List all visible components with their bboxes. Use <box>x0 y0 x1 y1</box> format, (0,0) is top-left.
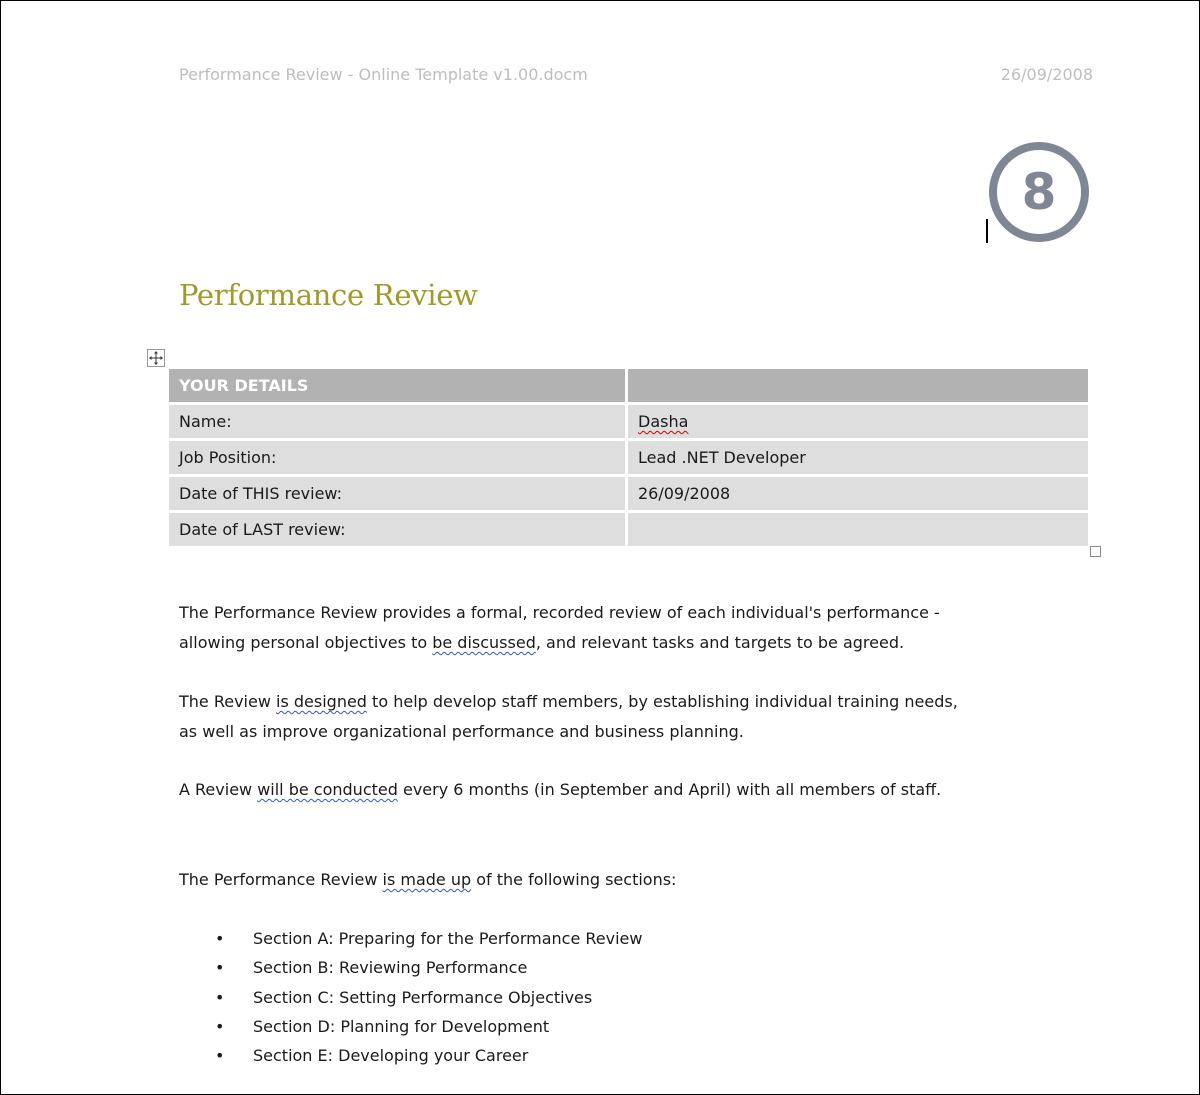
grammar-flag[interactable]: is made up <box>382 870 472 889</box>
sections-list <box>179 924 642 1070</box>
intro-paragraph <box>179 598 959 658</box>
bullet-icon: • <box>215 1016 225 1036</box>
last-review-date-label: Date of LAST review: <box>169 513 628 546</box>
sections-intro-paragraph <box>179 865 959 895</box>
logo-number: 8 <box>1021 163 1057 221</box>
paragraph-text: to help develop staff members, by establishing individual training needs, as well as improve organizational performance and business planning. <box>179 692 958 741</box>
list-item <box>179 983 642 1012</box>
schedule-paragraph <box>179 775 959 805</box>
section-label: Section B: Reviewing Performance <box>253 958 528 978</box>
details-heading: YOUR DETAILS <box>169 369 628 405</box>
section-label: Section C: Setting Performance Objectives <box>253 987 593 1007</box>
logo-number-badge-icon <box>988 141 1090 243</box>
name-value-cell[interactable] <box>628 405 1088 441</box>
table-row <box>169 477 1088 513</box>
bullet-icon: • <box>215 1046 225 1066</box>
header-date: 26/09/2008 <box>1000 65 1093 84</box>
list-item <box>179 953 642 982</box>
grammar-flag[interactable]: be discussed <box>432 633 536 652</box>
job-position-value[interactable]: Lead .NET Developer <box>628 441 1088 477</box>
paragraph-text: , and relevant tasks and targets to be agreed. <box>535 633 905 652</box>
job-position-label: Job Position: <box>169 441 628 477</box>
table-row <box>169 405 1088 441</box>
table-header-row <box>169 369 1088 405</box>
last-review-date-value[interactable] <box>628 513 1088 546</box>
paragraph-text: The Review <box>179 692 277 711</box>
paragraph-text: every 6 months (in September and April) with all members of staff. <box>397 780 942 799</box>
table-move-handle-icon[interactable] <box>147 349 165 367</box>
paragraph-text: of the following sections: <box>471 870 677 889</box>
your-details-table <box>169 369 1088 546</box>
purpose-paragraph <box>179 687 959 747</box>
paragraph-text: A Review <box>179 780 258 799</box>
paragraph-text: The Performance Review provides a formal, recorded review of each individual's performance - allowing personal objectives to <box>179 603 940 652</box>
details-heading-blank <box>628 369 1088 405</box>
section-label: Section E: Developing your Career <box>253 1046 529 1066</box>
bullet-icon: • <box>215 958 225 978</box>
name-value[interactable]: Dasha <box>638 412 689 431</box>
table-row <box>169 441 1088 477</box>
bullet-icon: • <box>215 929 225 948</box>
page-title: Performance Review <box>179 278 478 312</box>
this-review-date-value[interactable]: 26/09/2008 <box>628 477 1088 513</box>
grammar-flag[interactable]: is designed <box>276 692 367 711</box>
table-row <box>169 513 1088 546</box>
grammar-flag[interactable]: will be conducted <box>257 780 398 799</box>
table-resize-handle[interactable] <box>1090 546 1101 557</box>
section-label: Section D: Planning for Development <box>253 1016 550 1036</box>
this-review-date-label: Date of THIS review: <box>169 477 628 513</box>
name-label: Name: <box>169 405 628 441</box>
text-cursor <box>986 219 988 243</box>
header-filename: Performance Review - Online Template v1.00.docm <box>179 65 588 84</box>
paragraph-text: The Performance Review <box>179 870 383 889</box>
list-item <box>179 924 642 953</box>
bullet-icon: • <box>215 987 225 1007</box>
section-label: Section A: Preparing for the Performance Review <box>253 929 643 948</box>
list-item <box>179 1041 642 1070</box>
list-item <box>179 1012 642 1041</box>
